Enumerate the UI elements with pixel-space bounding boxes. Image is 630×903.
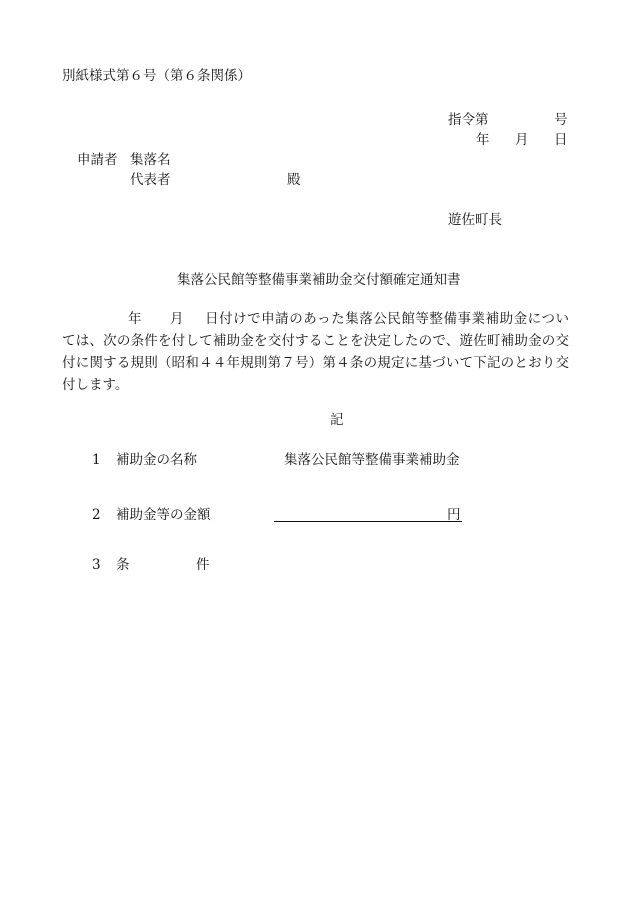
issuer-name: 遊佐町長 (448, 212, 502, 228)
ki-heading: 記 (330, 412, 344, 428)
body-paragraph: 日付けで申請のあった集落公民館等整備事業補助金については、次の条件を付して補助金を交付することを決定したので、遊佐町補助金の交付に関する規則（昭和４４年規則第７号）第４条の規定に基づいて下記のとおり交付します。 (62, 311, 569, 393)
document-title: 集落公民館等整備事業補助金交付額確定通知書 (177, 272, 461, 288)
representative-label: 代表者 (130, 172, 171, 188)
body-month-label: 月 (170, 311, 184, 327)
body-year-label: 年 (128, 311, 142, 327)
item-3-number: 3 (92, 557, 101, 573)
order-number-prefix: 指令第 (448, 112, 489, 128)
item-1-label: 補助金の名称 (116, 452, 197, 468)
item-2-number: 2 (92, 507, 101, 523)
honorific: 殿 (287, 172, 301, 188)
settlement-name-label: 集落名 (130, 152, 171, 168)
date-year-label: 年 (476, 132, 490, 148)
item-2-unit: 円 (447, 507, 461, 523)
date-month-label: 月 (515, 132, 529, 148)
item-3-label-b: 件 (196, 557, 210, 573)
form-label: 別紙様式第６号（第６条関係） (62, 68, 251, 84)
order-number-suffix: 号 (554, 112, 568, 128)
item-2-label: 補助金等の金額 (116, 507, 211, 523)
item-1-number: 1 (92, 452, 101, 468)
item-1-value: 集落公民館等整備事業補助金 (284, 452, 460, 468)
item-3-label-a: 条 (116, 557, 130, 573)
date-day-label: 日 (554, 132, 568, 148)
amount-underline (274, 521, 462, 522)
applicant-label: 申請者 (77, 152, 118, 168)
